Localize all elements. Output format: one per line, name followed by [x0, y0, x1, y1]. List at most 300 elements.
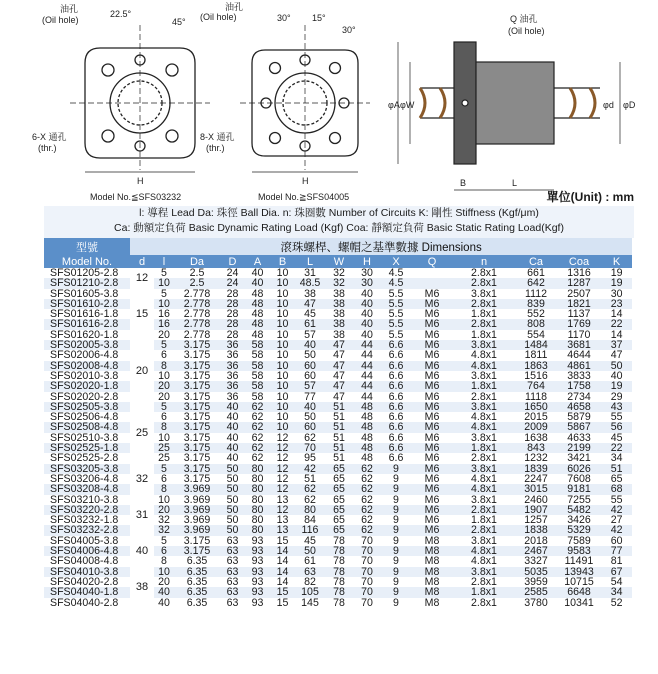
- value-cell: 32: [154, 515, 174, 525]
- column-header: W: [325, 255, 353, 268]
- value-cell: 10: [154, 371, 174, 381]
- value-cell: 2199: [557, 443, 601, 453]
- value-cell: 3.175: [174, 340, 220, 350]
- flange-view-8-hole: [240, 25, 370, 172]
- value-cell: 10: [270, 268, 295, 278]
- value-cell: 80: [245, 495, 270, 505]
- value-cell: 3.175: [174, 536, 220, 546]
- value-cell: 42: [295, 464, 325, 474]
- value-cell: 48: [353, 402, 381, 412]
- value-cell: 3.175: [174, 402, 220, 412]
- column-header: D: [220, 255, 245, 268]
- value-cell: 80: [245, 474, 270, 484]
- value-cell: 55: [601, 412, 632, 422]
- value-cell: 3.175: [174, 546, 220, 556]
- value-cell: 80: [295, 505, 325, 515]
- model-number-cell: SFS02510-3.8: [44, 433, 130, 443]
- value-cell: 70: [353, 536, 381, 546]
- value-cell: 5: [154, 268, 174, 278]
- column-header: Ca: [515, 255, 557, 268]
- value-cell: 2009: [515, 422, 557, 432]
- dimensions-header: 滾珠螺桿、螺帽之基準數據 Dimensions: [130, 238, 632, 255]
- value-cell: 3780: [515, 598, 557, 608]
- value-cell: 6.6: [381, 422, 411, 432]
- value-cell: 9: [381, 505, 411, 515]
- value-cell: 1287: [557, 278, 601, 288]
- value-cell: 28: [220, 299, 245, 309]
- value-cell: M6: [411, 412, 453, 422]
- model-number-cell: SFS04040-1.8: [44, 587, 130, 597]
- model-number-cell: SFS02506-4.8: [44, 412, 130, 422]
- spec-table-wrapper: [44, 238, 632, 608]
- value-cell: 16: [154, 319, 174, 329]
- value-cell: 1758: [557, 381, 601, 391]
- value-cell: 70: [353, 546, 381, 556]
- value-cell: 10: [154, 567, 174, 577]
- value-cell: 45: [601, 433, 632, 443]
- value-cell: 60: [601, 536, 632, 546]
- value-cell: 47: [325, 371, 353, 381]
- value-cell: 65: [325, 505, 353, 515]
- thru-hole-label-8-en: (thr.): [206, 143, 225, 153]
- model-number-cell: SFS04006-4.8: [44, 546, 130, 556]
- column-header: Da: [174, 255, 220, 268]
- value-cell: 7255: [557, 495, 601, 505]
- column-header: Q: [411, 255, 453, 268]
- value-cell: 9: [381, 495, 411, 505]
- value-cell: 50: [295, 350, 325, 360]
- angle-label: 30°: [342, 25, 356, 35]
- value-cell: 4658: [557, 402, 601, 412]
- value-cell: 9: [381, 536, 411, 546]
- value-cell: 1907: [515, 505, 557, 515]
- value-cell: 80: [245, 484, 270, 494]
- value-cell: 4.5: [381, 278, 411, 288]
- value-cell: 9: [381, 556, 411, 566]
- value-cell: M8: [411, 546, 453, 556]
- value-cell: 5: [154, 464, 174, 474]
- model-number-cell: SFS03205-3.8: [44, 464, 130, 474]
- value-cell: M6: [411, 402, 453, 412]
- value-cell: 3.175: [174, 350, 220, 360]
- value-cell: 2.778: [174, 289, 220, 299]
- value-cell: 11491: [557, 556, 601, 566]
- value-cell: 6.35: [174, 577, 220, 587]
- value-cell: 843: [515, 443, 557, 453]
- value-cell: 51: [325, 402, 353, 412]
- value-cell: 62: [245, 433, 270, 443]
- value-cell: 105: [295, 587, 325, 597]
- model-number-cell: SFS04040-2.8: [44, 598, 130, 608]
- value-cell: 9: [381, 577, 411, 587]
- value-cell: 10: [154, 433, 174, 443]
- value-cell: M6: [411, 495, 453, 505]
- value-cell: 10: [270, 299, 295, 309]
- value-cell: M8: [411, 567, 453, 577]
- value-cell: 40: [353, 309, 381, 319]
- value-cell: M6: [411, 340, 453, 350]
- value-cell: 40: [220, 433, 245, 443]
- value-cell: 2.8x1: [453, 299, 515, 309]
- value-cell: M6: [411, 433, 453, 443]
- value-cell: 62: [353, 464, 381, 474]
- value-cell: 51: [295, 474, 325, 484]
- value-cell: M6: [411, 381, 453, 391]
- table-row: [44, 495, 632, 505]
- value-cell: 62: [353, 505, 381, 515]
- table-row: [44, 268, 632, 278]
- value-cell: 40: [353, 299, 381, 309]
- shaft-diameter-cell: 20: [130, 340, 154, 402]
- value-cell: 62: [353, 515, 381, 525]
- value-cell: 95: [295, 453, 325, 463]
- value-cell: 14: [270, 546, 295, 556]
- model-number-cell: SFS02505-3.8: [44, 402, 130, 412]
- value-cell: 10: [270, 422, 295, 432]
- value-cell: 3.8x1: [453, 433, 515, 443]
- value-cell: 3.175: [174, 443, 220, 453]
- value-cell: M8: [411, 598, 453, 608]
- shaft-diameter-cell: 12: [130, 268, 154, 289]
- value-cell: 3681: [557, 340, 601, 350]
- value-cell: 5: [154, 340, 174, 350]
- value-cell: 3426: [557, 515, 601, 525]
- model-number-cell: SFS03210-3.8: [44, 495, 130, 505]
- value-cell: 15: [270, 587, 295, 597]
- value-cell: 37: [601, 340, 632, 350]
- value-cell: 2.8x1: [453, 392, 515, 402]
- value-cell: 2.8x1: [453, 453, 515, 463]
- value-cell: 14: [270, 567, 295, 577]
- model-number-cell: SFS01616-1.8: [44, 309, 130, 319]
- value-cell: 50: [220, 484, 245, 494]
- model-range-label-2: Model No.≧SFS04005: [258, 192, 350, 202]
- value-cell: 1638: [515, 433, 557, 443]
- value-cell: 145: [295, 598, 325, 608]
- value-cell: 9: [381, 464, 411, 474]
- model-number-cell: SFS02525-2.8: [44, 453, 130, 463]
- value-cell: 28: [220, 330, 245, 340]
- model-number-cell: SFS03208-4.8: [44, 484, 130, 494]
- value-cell: 34: [601, 453, 632, 463]
- value-cell: 3.8x1: [453, 464, 515, 474]
- value-cell: 9: [381, 484, 411, 494]
- model-number-cell: SFS01210-2.8: [44, 278, 130, 288]
- value-cell: 48: [245, 309, 270, 319]
- value-cell: 23: [601, 299, 632, 309]
- spec-table-body: [44, 268, 632, 608]
- value-cell: 7589: [557, 536, 601, 546]
- value-cell: 68: [601, 484, 632, 494]
- value-cell: 3959: [515, 577, 557, 587]
- value-cell: 3.175: [174, 474, 220, 484]
- oil-hole-label-2-en: (Oil hole): [200, 12, 237, 22]
- value-cell: 1232: [515, 453, 557, 463]
- value-cell: 3.8x1: [453, 567, 515, 577]
- value-cell: 82: [295, 577, 325, 587]
- value-cell: 2734: [557, 392, 601, 402]
- value-cell: 12: [270, 464, 295, 474]
- value-cell: 3.175: [174, 433, 220, 443]
- value-cell: 47: [325, 381, 353, 391]
- column-header: B: [270, 255, 295, 268]
- value-cell: 45: [295, 309, 325, 319]
- value-cell: 12: [270, 433, 295, 443]
- value-cell: 40: [220, 453, 245, 463]
- value-cell: 6026: [557, 464, 601, 474]
- value-cell: 3.175: [174, 453, 220, 463]
- value-cell: 9: [381, 546, 411, 556]
- value-cell: 5: [154, 289, 174, 299]
- value-cell: 10: [270, 289, 295, 299]
- value-cell: 51: [325, 422, 353, 432]
- value-cell: 42: [601, 525, 632, 535]
- oil-hole-label-1-en: (Oil hole): [42, 15, 79, 25]
- value-cell: M6: [411, 443, 453, 453]
- value-cell: 65: [325, 484, 353, 494]
- value-cell: 28: [220, 309, 245, 319]
- value-cell: 38: [325, 319, 353, 329]
- value-cell: 65: [325, 464, 353, 474]
- value-cell: M6: [411, 361, 453, 371]
- value-cell: M6: [411, 525, 453, 535]
- model-range-label-1: Model No.≦SFS03232: [90, 192, 182, 202]
- value-cell: 10: [154, 495, 174, 505]
- value-cell: 1.8x1: [453, 330, 515, 340]
- value-cell: 2585: [515, 587, 557, 597]
- value-cell: 2.5: [174, 278, 220, 288]
- value-cell: 6.6: [381, 402, 411, 412]
- value-cell: 93: [245, 546, 270, 556]
- value-cell: 4.5: [381, 268, 411, 278]
- value-cell: 10: [270, 319, 295, 329]
- value-cell: 1.8x1: [453, 381, 515, 391]
- value-cell: M6: [411, 474, 453, 484]
- unit-label: 單位(Unit) : mm: [546, 190, 634, 204]
- value-cell: 20: [154, 505, 174, 515]
- value-cell: 9583: [557, 546, 601, 556]
- value-cell: 2.8x1: [453, 505, 515, 515]
- angle-label: 15°: [312, 13, 326, 23]
- legend-line-2: Ca: 動額定負荷 Basic Dynamic Rating Load (Kgf) Coa: 靜額定負荷 Basic Static Rating Load(Kgf): [114, 222, 564, 234]
- value-cell: 62: [245, 443, 270, 453]
- value-cell: 80: [245, 505, 270, 515]
- value-cell: M6: [411, 309, 453, 319]
- value-cell: 2507: [557, 289, 601, 299]
- value-cell: 10715: [557, 577, 601, 587]
- value-cell: 19: [601, 278, 632, 288]
- column-header: H: [353, 255, 381, 268]
- value-cell: 1257: [515, 515, 557, 525]
- value-cell: 80: [245, 525, 270, 535]
- value-cell: 12: [270, 484, 295, 494]
- value-cell: 20: [154, 392, 174, 402]
- value-cell: 65: [601, 474, 632, 484]
- value-cell: 4.8x1: [453, 350, 515, 360]
- value-cell: 2.778: [174, 309, 220, 319]
- value-cell: 24: [220, 268, 245, 278]
- value-cell: 58: [245, 381, 270, 391]
- value-cell: 65: [325, 474, 353, 484]
- value-cell: 5329: [557, 525, 601, 535]
- dim-w-label: φW: [400, 100, 415, 110]
- value-cell: 38: [295, 289, 325, 299]
- value-cell: 6.6: [381, 340, 411, 350]
- value-cell: 57: [295, 381, 325, 391]
- value-cell: 2.778: [174, 319, 220, 329]
- value-cell: 6.35: [174, 556, 220, 566]
- dim-a-label: φA: [388, 100, 400, 110]
- value-cell: 116: [295, 525, 325, 535]
- value-cell: 2018: [515, 536, 557, 546]
- model-number-cell: SFS02006-4.8: [44, 350, 130, 360]
- value-cell: 5.5: [381, 299, 411, 309]
- value-cell: 5.5: [381, 330, 411, 340]
- value-cell: 67: [601, 567, 632, 577]
- table-row: [44, 402, 632, 412]
- value-cell: 3.8x1: [453, 289, 515, 299]
- value-cell: 10: [270, 381, 295, 391]
- value-cell: 5: [154, 402, 174, 412]
- value-cell: 9: [381, 474, 411, 484]
- value-cell: 9: [381, 567, 411, 577]
- value-cell: 40: [220, 443, 245, 453]
- value-cell: 31: [295, 268, 325, 278]
- value-cell: 9: [381, 587, 411, 597]
- value-cell: 19: [601, 381, 632, 391]
- value-cell: 839: [515, 299, 557, 309]
- value-cell: 30: [601, 289, 632, 299]
- value-cell: 16: [154, 309, 174, 319]
- value-cell: M6: [411, 453, 453, 463]
- value-cell: 62: [353, 474, 381, 484]
- value-cell: 30: [353, 278, 381, 288]
- dim-b-label: B: [460, 178, 467, 188]
- abbreviation-legend: [44, 206, 634, 238]
- value-cell: 642: [515, 278, 557, 288]
- value-cell: 24: [220, 278, 245, 288]
- value-cell: M6: [411, 464, 453, 474]
- value-cell: 28: [220, 289, 245, 299]
- value-cell: 27: [601, 515, 632, 525]
- value-cell: 65: [325, 495, 353, 505]
- value-cell: 1769: [557, 319, 601, 329]
- value-cell: 6.35: [174, 598, 220, 608]
- value-cell: 8: [154, 422, 174, 432]
- table-row: [44, 464, 632, 474]
- value-cell: 22: [601, 319, 632, 329]
- model-number-cell: SFS02020-1.8: [44, 381, 130, 391]
- value-cell: 62: [295, 495, 325, 505]
- value-cell: 47: [601, 350, 632, 360]
- value-cell: 42: [601, 505, 632, 515]
- value-cell: 62: [245, 412, 270, 422]
- value-cell: 10: [270, 402, 295, 412]
- model-number-cell: SFS02005-3.8: [44, 340, 130, 350]
- value-cell: 70: [353, 567, 381, 577]
- table-row: [44, 340, 632, 350]
- value-cell: 2015: [515, 412, 557, 422]
- value-cell: 80: [245, 515, 270, 525]
- value-cell: 62: [353, 525, 381, 535]
- value-cell: 63: [220, 536, 245, 546]
- value-cell: 62: [353, 495, 381, 505]
- value-cell: 36: [220, 361, 245, 371]
- value-cell: 78: [325, 577, 353, 587]
- value-cell: 1112: [515, 289, 557, 299]
- value-cell: 6: [154, 350, 174, 360]
- value-cell: 1118: [515, 392, 557, 402]
- value-cell: 5867: [557, 422, 601, 432]
- value-cell: 28: [220, 319, 245, 329]
- value-cell: M6: [411, 392, 453, 402]
- value-cell: 58: [245, 350, 270, 360]
- value-cell: 93: [245, 567, 270, 577]
- value-cell: 40: [295, 340, 325, 350]
- value-cell: 3.969: [174, 525, 220, 535]
- value-cell: 6.6: [381, 443, 411, 453]
- value-cell: 808: [515, 319, 557, 329]
- table-row: [44, 536, 632, 546]
- value-cell: 51: [325, 443, 353, 453]
- value-cell: 50: [220, 525, 245, 535]
- value-cell: 9: [381, 515, 411, 525]
- value-cell: 5035: [515, 567, 557, 577]
- model-number-cell: SFS03220-2.8: [44, 505, 130, 515]
- value-cell: 60: [295, 361, 325, 371]
- value-cell: 63: [220, 546, 245, 556]
- value-cell: 8: [154, 361, 174, 371]
- value-cell: 1821: [557, 299, 601, 309]
- column-header: L: [295, 255, 325, 268]
- value-cell: 78: [325, 567, 353, 577]
- value-cell: 20: [154, 577, 174, 587]
- value-cell: 3327: [515, 556, 557, 566]
- value-cell: 36: [220, 392, 245, 402]
- thru-hole-label-8: 8-X 通孔: [200, 132, 235, 142]
- value-cell: 2.8x1: [453, 278, 515, 288]
- model-number-cell: SFS02525-1.8: [44, 443, 130, 453]
- model-number-cell: SFS02010-3.8: [44, 371, 130, 381]
- legend-line-1: l: 導程 Lead Da: 珠徑 Ball Dia. n: 珠圈數 Number of Circuits K: 剛性 Stiffness (Kgf/μm): [139, 207, 539, 219]
- value-cell: 47: [325, 350, 353, 360]
- value-cell: 44: [353, 392, 381, 402]
- value-cell: 15: [270, 536, 295, 546]
- value-cell: 10: [154, 299, 174, 309]
- oil-hole-label-1: 油孔: [60, 4, 79, 14]
- value-cell: 38: [325, 309, 353, 319]
- model-number-cell: SFS04010-3.8: [44, 567, 130, 577]
- value-cell: 14: [270, 556, 295, 566]
- value-cell: 50: [220, 464, 245, 474]
- value-cell: 84: [295, 515, 325, 525]
- value-cell: 77: [601, 546, 632, 556]
- value-cell: 61: [295, 319, 325, 329]
- value-cell: 1.8x1: [453, 309, 515, 319]
- value-cell: 3.8x1: [453, 402, 515, 412]
- value-cell: 5.5: [381, 319, 411, 329]
- value-cell: 50: [601, 361, 632, 371]
- value-cell: 4.8x1: [453, 412, 515, 422]
- value-cell: 36: [220, 381, 245, 391]
- dim-h-label: H: [137, 176, 144, 186]
- value-cell: 48: [353, 412, 381, 422]
- value-cell: 78: [325, 556, 353, 566]
- value-cell: M6: [411, 299, 453, 309]
- value-cell: 40: [220, 402, 245, 412]
- value-cell: 4644: [557, 350, 601, 360]
- value-cell: 3.175: [174, 412, 220, 422]
